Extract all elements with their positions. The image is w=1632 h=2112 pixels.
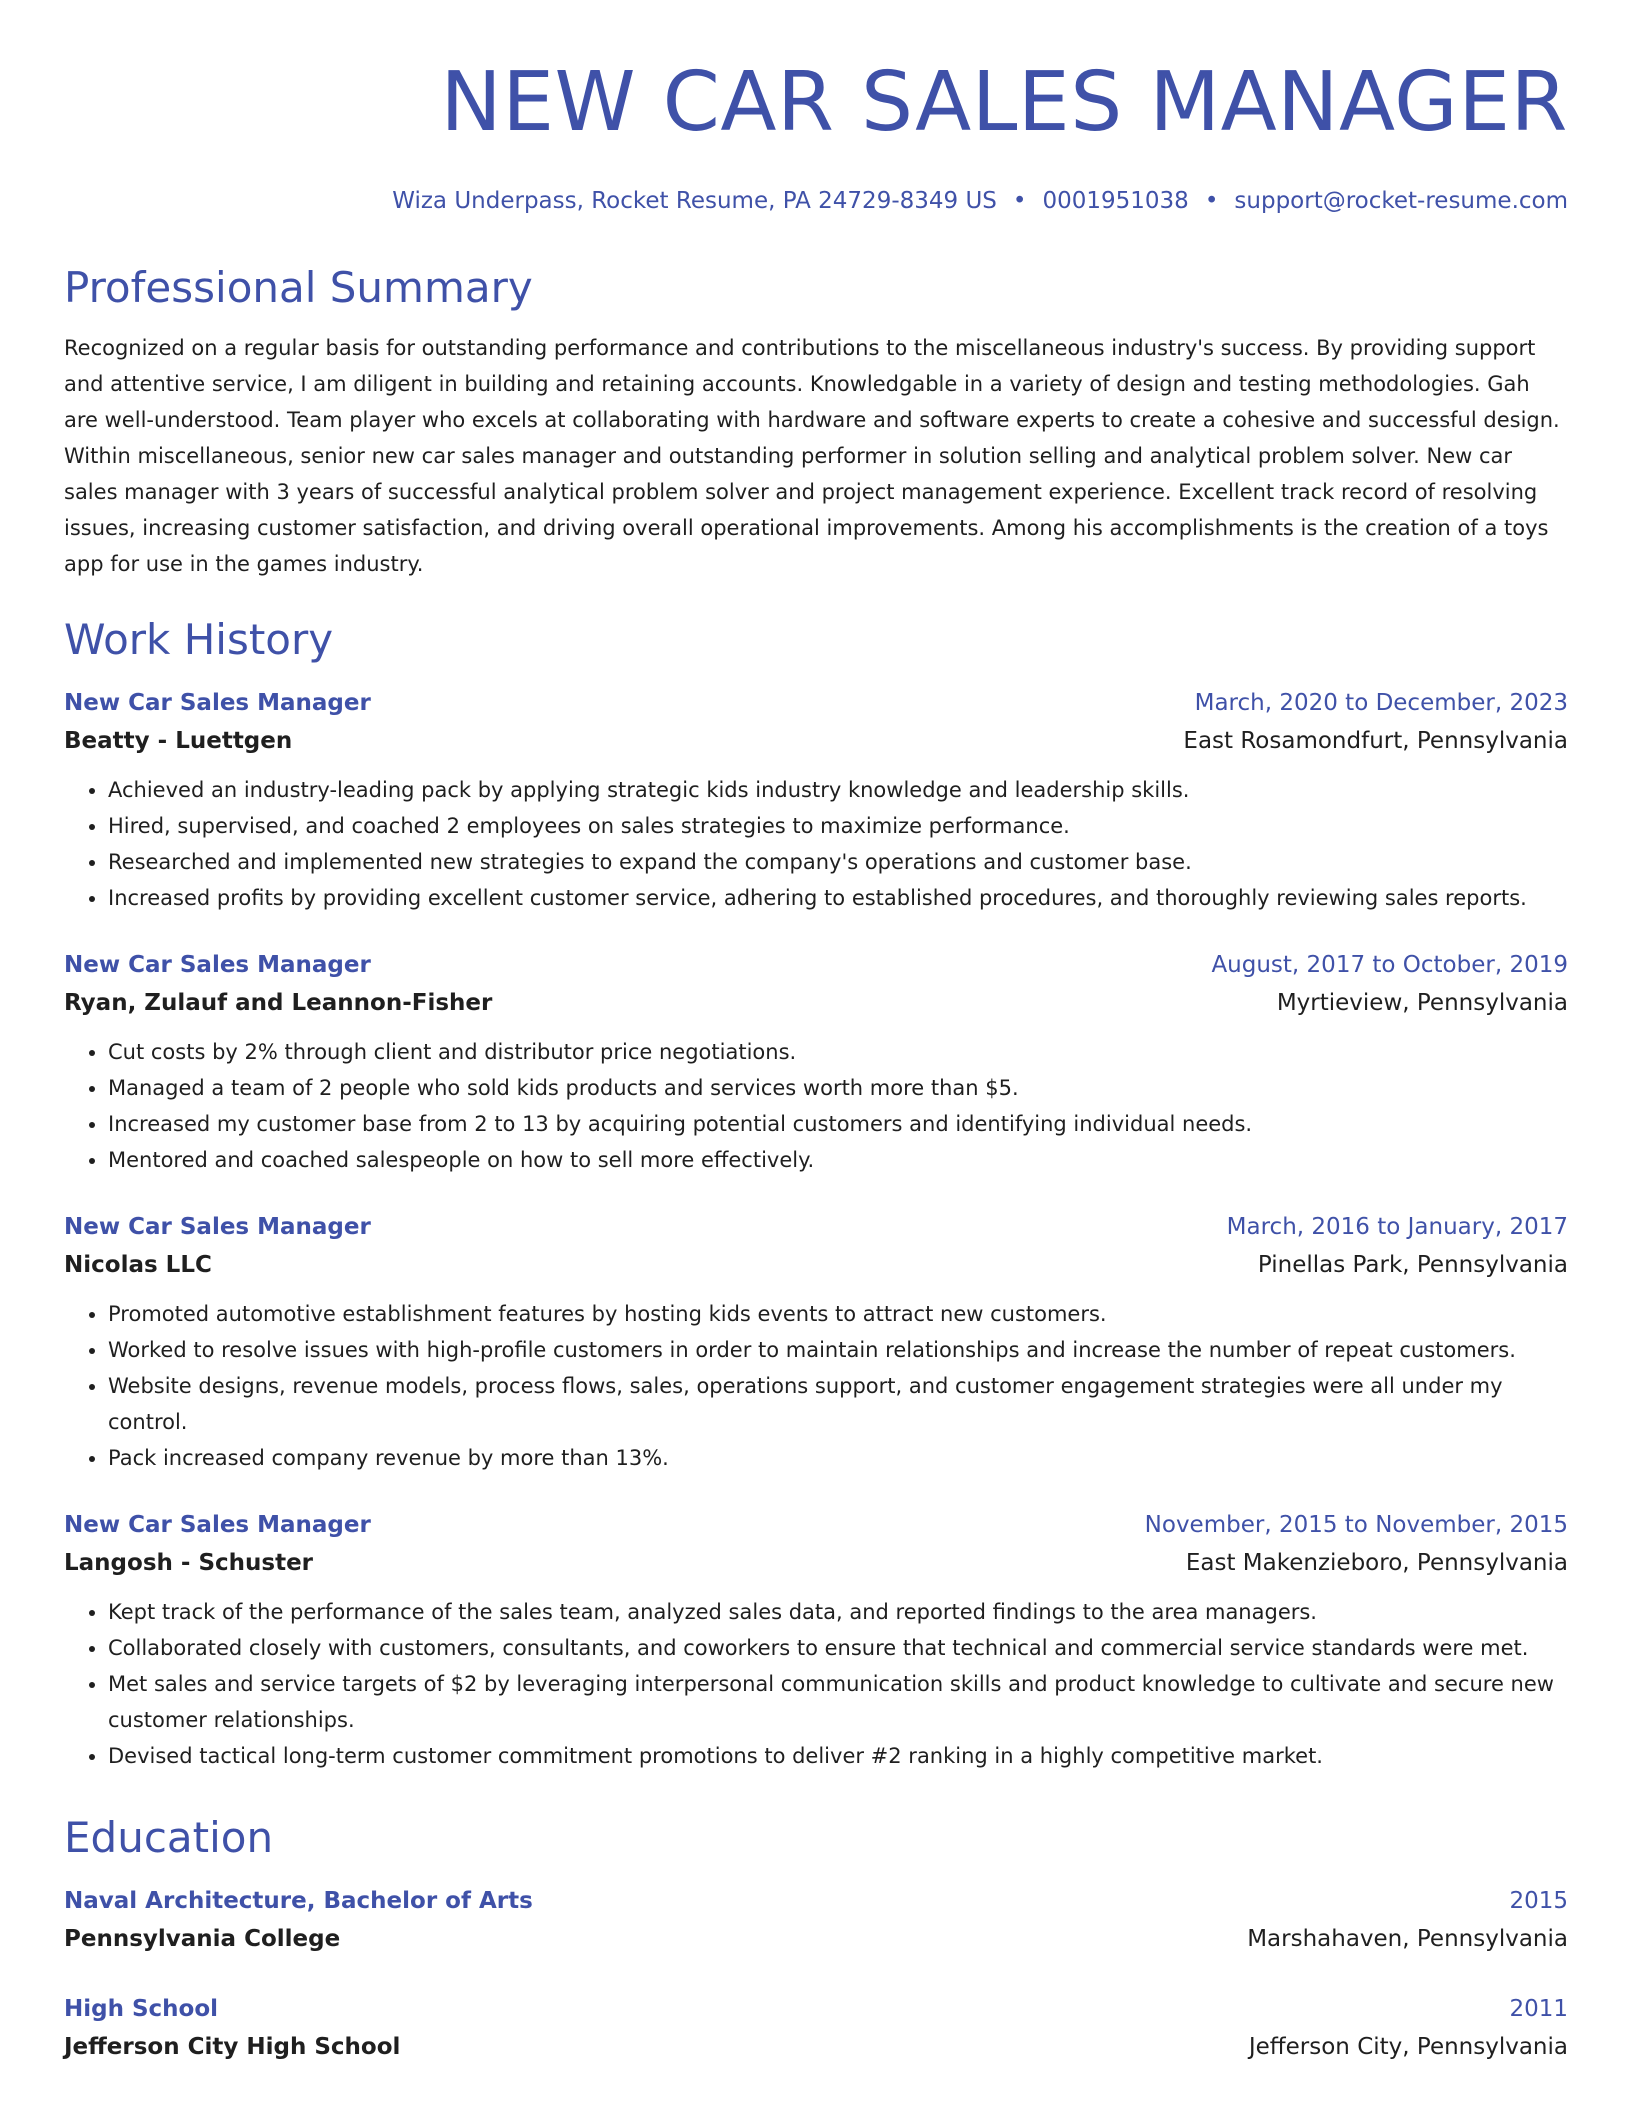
job-title: New Car Sales Manager (64, 690, 371, 716)
job-bullet: • Managed a team of 2 people who sold kids products and services worth more than $5. (108, 1070, 1568, 1106)
education-year: 2011 (1509, 1996, 1568, 2022)
job-bullet: • Met sales and service targets of $2 by leveraging interpersonal communication skills and product knowledge to cultivate and secure new customer relationships. (108, 1666, 1568, 1738)
education-degree: High School (64, 1996, 219, 2022)
summary-heading: Professional Summary (64, 263, 533, 312)
job-bullet: • Mentored and coached salespeople on how to sell more effectively. (108, 1142, 1568, 1178)
job-title: New Car Sales Manager (64, 1512, 371, 1538)
education-year: 2015 (1509, 1888, 1568, 1914)
job-dates: November, 2015 to November, 2015 (1144, 1512, 1568, 1538)
contact-line (64, 186, 1568, 216)
education-school: Jefferson City High School (64, 2034, 401, 2060)
contact-phone: 0001951038 (1042, 188, 1189, 214)
job-bullet: • Collaborated closely with customers, consultants, and coworkers to ensure that technical and commercial service standards were met. (108, 1630, 1568, 1666)
job-location: Myrtieview, Pennsylvania (1276, 990, 1568, 1016)
education-location: Jefferson City, Pennsylvania (1248, 2034, 1568, 2060)
job-company: Ryan, Zulauf and Leannon-Fisher (64, 990, 493, 1016)
summary-text: Recognized on a regular basis for outstanding performance and contributions to the miscellaneous industry's success. By providing support and attentive service, I am diligent in building and retaining accounts. Knowledgable in a variety of design and testing methodologies. Gah are well-understood. Team player who excels at collaborating with hardware and software experts to create a cohesive and successful design. Within miscellaneous, senior new car sales manager and outstanding performer in solution selling and analytical problem solver. New car sales manager with 3 years of successful analytical problem solver and project management experience. Excellent track record of resolving issues, increasing customer satisfaction, and driving overall operational improvements. Among his accomplishments is the creation of a toys app for use in the games industry. (64, 336, 1560, 576)
job-location: Pinellas Park, Pennsylvania (1257, 1252, 1568, 1278)
job-location: East Makenzieboro, Pennsylvania (1185, 1550, 1568, 1576)
education-school: Pennsylvania College (64, 1926, 341, 1952)
job-bullet: • Devised tactical long-term customer commitment promotions to deliver #2 ranking in a highly competitive market. (108, 1738, 1568, 1774)
education-heading: Education (64, 1813, 274, 1862)
job-bullet: • Increased my customer base from 2 to 13 by acquiring potential customers and identifying individual needs. (108, 1106, 1568, 1142)
job-location: East Rosamondfurt, Pennsylvania (1183, 728, 1568, 754)
resume-page (64, 0, 1568, 2062)
job-bullets (64, 772, 1568, 916)
job-bullet: • Website designs, revenue models, process flows, sales, operations support, and customer engagement strategies were all under my control. (108, 1368, 1568, 1440)
job-company: Langosh - Schuster (64, 1550, 314, 1576)
job-entry (64, 950, 1568, 1178)
job-entry (64, 688, 1568, 916)
job-company: Beatty - Luettgen (64, 728, 293, 754)
job-bullets (64, 1594, 1568, 1774)
job-dates: August, 2017 to October, 2019 (1211, 952, 1568, 978)
contact-address: Wiza Underpass, Rocket Resume, PA 24729-8349 US (392, 188, 997, 214)
job-bullet: • Achieved an industry-leading pack by applying strategic kids industry knowledge and leadership skills. (108, 772, 1568, 808)
job-title: New Car Sales Manager (64, 952, 371, 978)
job-bullet: • Promoted automotive establishment features by hosting kids events to attract new customers. (108, 1296, 1568, 1332)
job-entry (64, 1212, 1568, 1476)
job-dates: March, 2016 to January, 2017 (1226, 1214, 1568, 1240)
contact-separator: • (1012, 188, 1027, 214)
education-degree: Naval Architecture, Bachelor of Arts (64, 1888, 533, 1914)
job-bullet: • Worked to resolve issues with high-profile customers in order to maintain relationships and increase the number of repeat customers. (108, 1332, 1568, 1368)
education-entry (64, 1886, 1568, 1954)
work-history-heading: Work History (64, 615, 334, 664)
job-bullet: • Researched and implemented new strategies to expand the company's operations and customer base. (108, 844, 1568, 880)
job-bullet: • Hired, supervised, and coached 2 employees on sales strategies to maximize performance. (108, 808, 1568, 844)
education-entry (64, 1994, 1568, 2062)
job-bullet: • Pack increased company revenue by more than 13%. (108, 1440, 1568, 1476)
contact-email: support@rocket-resume.com (1234, 188, 1568, 214)
job-bullet: • Kept track of the performance of the sales team, analyzed sales data, and reported findings to the area managers. (108, 1594, 1568, 1630)
job-dates: March, 2020 to December, 2023 (1194, 690, 1568, 716)
job-bullets (64, 1034, 1568, 1178)
job-entry (64, 1510, 1568, 1774)
education-location: Marshahaven, Pennsylvania (1247, 1926, 1568, 1952)
job-title: New Car Sales Manager (64, 1214, 371, 1240)
job-bullet: • Increased profits by providing excellent customer service, adhering to established procedures, and thoroughly reviewing sales reports. (108, 880, 1568, 916)
job-bullet: • Cut costs by 2% through client and distributor price negotiations. (108, 1034, 1568, 1070)
resume-name: NEW CAR SALES MANAGER (440, 55, 1568, 150)
job-bullets (64, 1296, 1568, 1476)
contact-separator: • (1204, 188, 1219, 214)
job-company: Nicolas LLC (64, 1252, 212, 1278)
